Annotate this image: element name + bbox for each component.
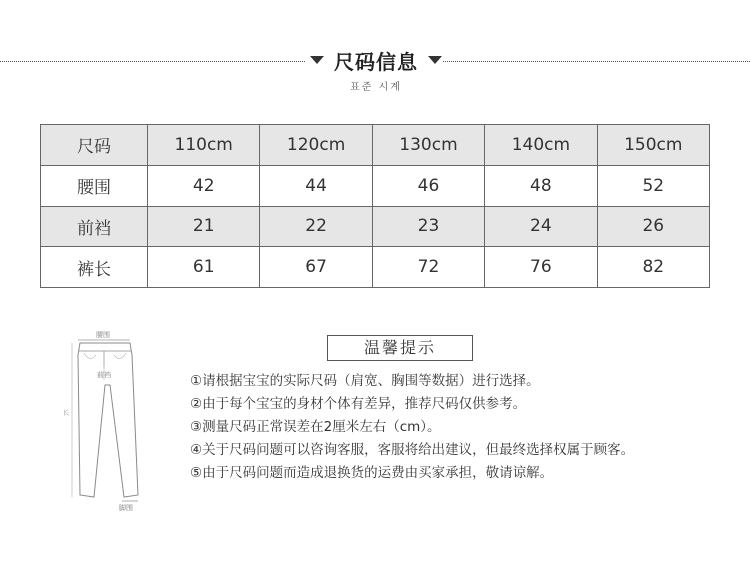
tip-item: ①请根据宝宝的实际尺码（肩宽、胸围等数据）进行选择。: [190, 373, 540, 389]
table-row-label: 前裆: [41, 206, 148, 247]
size-table: [40, 124, 710, 288]
table-cell: 67: [260, 247, 372, 288]
tip-item: ⑤由于尺码问题而造成退换货的运费由买家承担，敬请谅解。: [190, 465, 554, 481]
table-row: [41, 206, 710, 247]
tip-item: ③测量尺码正常误差在2厘米左右（cm）。: [190, 419, 441, 435]
table-header-row: [41, 125, 710, 166]
tip-item: ②由于每个宝宝的身材个体有差异，推荐尺码仅供参考。: [190, 396, 527, 412]
hem-label: 脚围: [119, 504, 133, 512]
header-divider-right: [443, 61, 750, 62]
table-cell: 52: [597, 165, 709, 206]
table-header-cell: 110cm: [148, 125, 260, 166]
tips-title: 温馨提示: [327, 335, 473, 361]
table-cell: 48: [485, 165, 597, 206]
table-cell: 21: [148, 206, 260, 247]
table-row: [41, 247, 710, 288]
table-cell: 23: [372, 206, 484, 247]
page-title: 尺码信息: [334, 50, 418, 74]
table-cell: 42: [148, 165, 260, 206]
table-cell: 72: [372, 247, 484, 288]
table-header-cell: 120cm: [260, 125, 372, 166]
header-arrow-left-icon: [310, 56, 324, 64]
tip-item: ④关于尺码问题可以咨询客服，客服将给出建议，但最终选择权属于顾客。: [190, 442, 635, 458]
page-subtitle: 표준 시계: [350, 82, 402, 93]
table-cell: 26: [597, 206, 709, 247]
table-cell: 44: [260, 165, 372, 206]
table-cell: 46: [372, 165, 484, 206]
table-cell: 22: [260, 206, 372, 247]
header-divider-left: [0, 61, 305, 62]
pants-outline-icon: [60, 325, 160, 515]
table-cell: 61: [148, 247, 260, 288]
table-cell: 82: [597, 247, 709, 288]
table-header-cell: 尺码: [41, 125, 148, 166]
table-cell: 76: [485, 247, 597, 288]
table-row: [41, 165, 710, 206]
tips-list: [190, 370, 750, 485]
table-row-label: 腰围: [41, 165, 148, 206]
table-header-cell: 140cm: [485, 125, 597, 166]
waist-label: 腰围: [96, 331, 110, 339]
table-header-cell: 150cm: [597, 125, 709, 166]
header-arrow-right-icon: [428, 56, 442, 64]
table-header-cell: 130cm: [372, 125, 484, 166]
table-row-label: 裤长: [41, 247, 148, 288]
pants-measurement-diagram: [60, 325, 160, 515]
length-label: 长: [63, 410, 70, 417]
table-cell: 24: [485, 206, 597, 247]
crotch-label: 前裆: [97, 371, 111, 379]
